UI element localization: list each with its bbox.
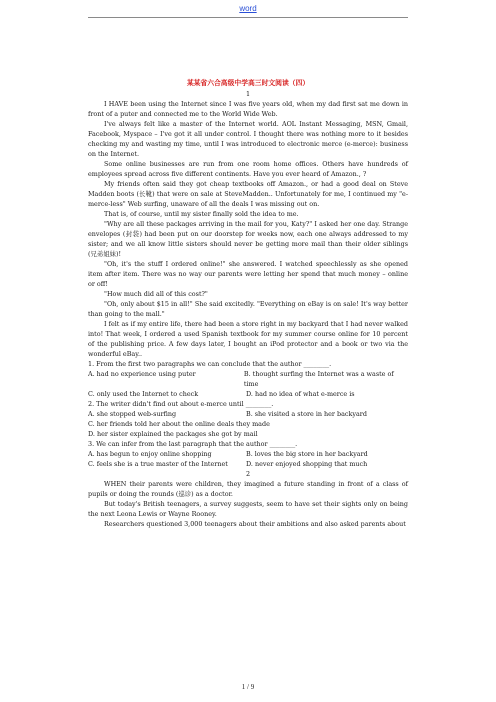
option: C. only used the Internet to check [88, 390, 199, 398]
header-divider [88, 17, 408, 18]
option-row [88, 409, 408, 419]
paragraph: But today's British teenagers, a survey suggests, seem to have set their sights only on being the next Leona Lewis or Wayne Rooney. [88, 500, 408, 518]
paragraph: That is, of course, until my sister finally sold the idea to me. [104, 210, 299, 218]
page-number: 1 / 9 [241, 683, 255, 691]
option: C. her friends told her about the online deals they made [88, 420, 270, 428]
option: D. her sister explained the packages she got by mail [88, 430, 258, 438]
option: C. feels she is a true master of the Internet [88, 460, 228, 468]
question-stem: 2. The writer didn't find out about e-merce until ________. [88, 400, 274, 408]
paragraph: Some online businesses are run from one room home offices. Others have hundreds of employees spread across five different continents. Have you ever heard of Amazon., ? [88, 160, 408, 178]
option-row [88, 369, 408, 389]
option: D. had no idea of what e-merce is [246, 390, 355, 398]
option: D. never enjoyed shopping that much [246, 460, 368, 468]
paragraph: I've always felt like a master of the Internet world. AOL Instant Messaging, MSN, Gmail, Facebook, Myspace – I've got it all under control. I thought there was nothing more to it besides checking my and wasting my time, until I was introduced to electronic merce (e-merce): business on the Internet. [88, 120, 408, 158]
paragraph: "Oh, only about $15 in all!" She said excitedly. "Everything on eBay is on sale! It's way better than going to the mall." [88, 300, 408, 318]
option: B. she visited a store in her backyard [246, 410, 367, 418]
paragraph: My friends often said they got cheap textbooks off Amazon., or had a good deal on Steve Madden boots (长靴) that were on sale at SteveMadden.. Unfortunately for me, I continued my "e-merce-less" Web surfing, unaware of all the deals I was missing out on. [88, 180, 408, 208]
section-number: 2 [245, 470, 251, 478]
question-stem: 1. From the first two paragraphs we can conclude that the author ________. [88, 360, 332, 368]
paragraph: I HAVE been using the Internet since I was five years old, when my dad first sat me down in front of a puter and connected me to the World Wide Web. [88, 100, 408, 118]
option-row [88, 449, 408, 459]
option: B. thought surfing the Internet was a waste of time [243, 370, 394, 388]
question-stem: 3. We can infer from the last paragraph that the author ________. [88, 440, 298, 448]
paragraph: "Why are all these packages arriving in the mail for you, Katy?" I asked her one day. Strange envelopes (封袋) had been put on our doorstep for weeks now, each one always addressed to my sister; and we all know little sisters should never be getting more mail than their older siblings (兄弟姐妹)! [88, 220, 408, 258]
paragraph: "Oh, it's the stuff I ordered online!" she answered. I watched speechlessly as she opened item after item. There was no way our parents were letting her spend that much money – online or off! [88, 260, 408, 288]
option-row [88, 459, 408, 469]
header-word-link[interactable]: word [239, 4, 257, 13]
paragraph: "How much did all of this cost?" [104, 290, 208, 298]
option: A. she stopped web-surfing [88, 410, 177, 418]
document-body [88, 78, 408, 529]
document-title: 某某省六合高级中学高三时文阅读（四） [186, 79, 310, 87]
paragraph: I felt as if my entire life, there had been a store right in my backyard that I had never walked into! That week, I ordered a used Spanish textbook for my summer course online for 10 percent of the publishing price. A few days later, I bought an iPod protector and a book or two via the wonderful eBay.. [88, 320, 408, 358]
option: A. has begun to enjoy online shopping [88, 450, 212, 458]
paragraph: WHEN their parents were children, they imagined a future standing in front of a class of pupils or doing the rounds (巡诊) as a doctor. [88, 480, 408, 498]
paragraph: Researchers questioned 3,000 teenagers about their ambitions and also asked parents about [104, 520, 406, 528]
option: A. had no experience using puter [88, 370, 196, 378]
section-number: 1 [245, 90, 251, 98]
option-row [88, 389, 408, 399]
option: B. loves the big store in her backyard [246, 450, 368, 458]
